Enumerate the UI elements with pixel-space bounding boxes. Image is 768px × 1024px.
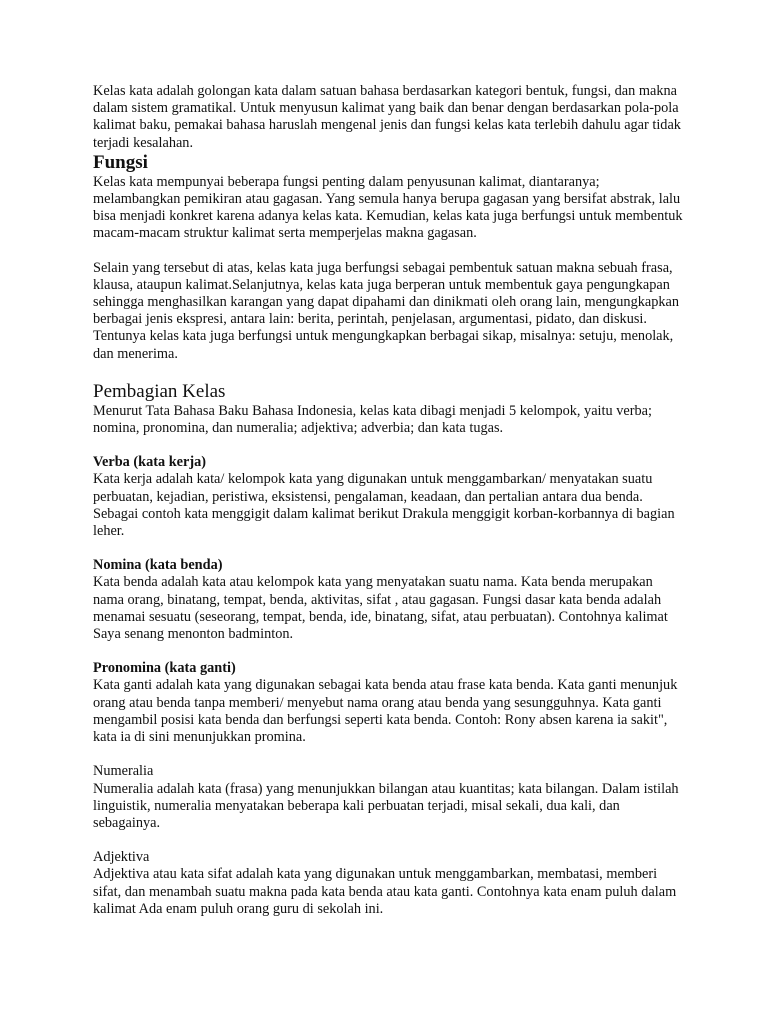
fungsi-paragraph-1: Kelas kata mempunyai beberapa fungsi penting dalam penyusunan kalimat, diantaranya; melambangkan pemikiran atau gagasan. Yang semula hanya berupa gagasan yang bersifat abstrak, lalu bisa menjadi konkret karena adanya kelas kata. Kemudian, kelas kata juga berfungsi untuk membentuk macam-macam struktur kalimat serta memperjelas makna gagasan. <box>93 173 683 242</box>
fungsi-paragraph-2: Selain yang tersebut di atas, kelas kata juga berfungsi sebagai pembentuk satuan makna sebuah frasa, klausa, ataupun kalimat.Selanjutnya, kelas kata juga berperan untuk membentuk gaya pengungkapan sehingga menghasilkan karangan yang dapat dipahami dan dinikmati oleh orang lain, mengungkapkan berbagai jenis ekspresi, antara lain: berita, perintah, penjelasan, argumentasi, pidato, dan diskusi. Tentunya kelas kata juga berfungsi untuk mengungkapkan berbagai sikap, misalnya: setuju, menolak, dan menerima. <box>93 259 680 362</box>
adjektiva-heading: Adjektiva <box>93 849 150 866</box>
nomina-heading: Nomina (kata benda) <box>93 557 223 574</box>
verba-heading: Verba (kata kerja) <box>93 454 207 471</box>
document-page <box>93 83 683 918</box>
fungsi-heading: Fungsi <box>93 151 148 173</box>
numeralia-heading: Numeralia <box>93 763 154 780</box>
pembagian-heading: Pembagian Kelas <box>93 380 226 402</box>
adjektiva-paragraph: Adjektiva atau kata sifat adalah kata yang digunakan untuk menggambarkan, membatasi, memberi sifat, dan menambah suatu makna pada kata benda atau kata ganti. Contohnya kata enam puluh dalam kalimat Ada enam puluh orang guru di sekolah ini. <box>93 866 677 917</box>
nomina-paragraph: Kata benda adalah kata atau kelompok kata yang menyatakan suatu nama. Kata benda merupakan nama orang, binatang, tempat, benda, aktivitas, sifat , atau gagasan. Fungsi dasar kata benda adalah menamai sesuatu (seseorang, tempat, benda, ide, binatang, sifat, atau perbuatan). Contohnya kalimat Saya senang menonton badminton. <box>93 574 668 643</box>
pronomina-heading: Pronomina (kata ganti) <box>93 660 236 677</box>
intro-paragraph: Kelas kata adalah golongan kata dalam satuan bahasa berdasarkan kategori bentuk, fungsi, dan makna dalam sistem gramatikal. Untuk menyusun kalimat yang baik dan benar dengan berdasarkan pola-pola kalimat baku, pemakai bahasa haruslah mengenal jenis dan fungsi kelas kata terlebih dahulu agar tidak terjadi kesalahan. <box>93 83 681 151</box>
pembagian-paragraph: Menurut Tata Bahasa Baku Bahasa Indonesia, kelas kata dibagi menjadi 5 kelompok, yaitu verba; nomina, pronomina, dan numeralia; adjektiva; adverbia; dan kata tugas. <box>93 402 652 437</box>
pronomina-paragraph: Kata ganti adalah kata yang digunakan sebagai kata benda atau frase kata benda. Kata ganti menunjuk orang atau benda tanpa memberi/ menyebut nama orang atau benda yang sesungguhnya. Kata ganti mengambil posisi kata benda dan berfungsi seperti kata benda. Contoh: Rony absen karena ia sakit", kata ia di sini menunjukkan promina. <box>93 677 678 746</box>
numeralia-paragraph: Numeralia adalah kata (frasa) yang menunjukkan bilangan atau kuantitas; kata bilangan. Dalam istilah linguistik, numeralia menyatakan beberapa kali perbuatan terjadi, misal sekali, dua kali, dan sebagainya. <box>93 780 679 831</box>
verba-paragraph: Kata kerja adalah kata/ kelompok kata yang digunakan untuk menggambarkan/ menyatakan suatu perbuatan, kejadian, peristiwa, eksistensi, pengalaman, keadaan, dan pertalian antara dua benda. Sebagai contoh kata menggigit dalam kalimat berikut Drakula menggigit korban-korbannya di bagian leher. <box>93 471 675 540</box>
